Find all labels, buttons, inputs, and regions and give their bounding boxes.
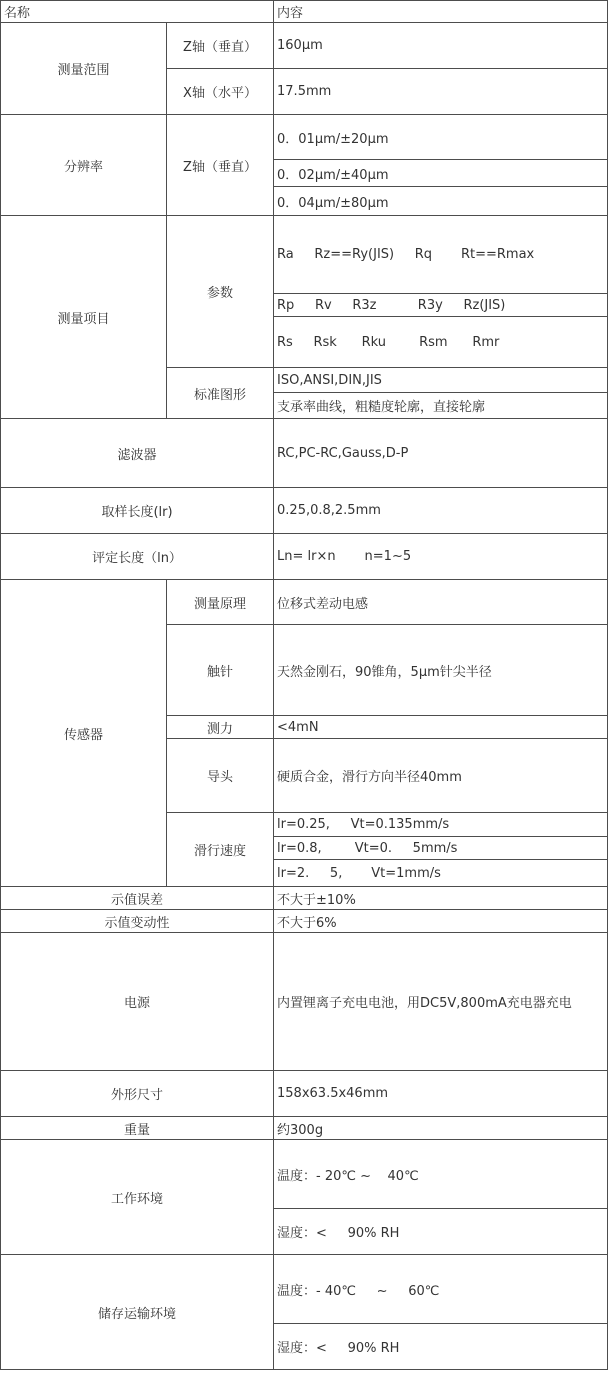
resolution-value: 0．04μm/±80μm bbox=[274, 187, 608, 216]
dimensions-value: 158x63.5x46mm bbox=[274, 1071, 608, 1117]
measure-range-x-value: 17.5mm bbox=[274, 69, 608, 115]
filter-label: 滤波器 bbox=[1, 419, 274, 488]
table-row bbox=[1, 488, 608, 534]
work-env-label: 工作环境 bbox=[1, 1140, 274, 1255]
storage-env-humidity: 湿度：< 90% RH bbox=[274, 1324, 608, 1370]
sensor-speed-label: 滑行速度 bbox=[167, 813, 274, 887]
evaluation-label: 评定长度（ln） bbox=[1, 534, 274, 580]
header-name: 名称 bbox=[1, 1, 274, 23]
indication-error-label: 示值误差 bbox=[1, 887, 274, 910]
table-row bbox=[1, 1117, 608, 1140]
table-row bbox=[1, 23, 608, 69]
indication-error-value: 不大于±10% bbox=[274, 887, 608, 910]
table-row bbox=[1, 1140, 608, 1209]
storage-env-temp: 温度：- 40℃ ~ 60℃ bbox=[274, 1255, 608, 1324]
resolution-z-label: Z轴（垂直） bbox=[167, 115, 274, 216]
resolution-value: 0．01μm/±20μm bbox=[274, 115, 608, 160]
work-env-humidity: 湿度：< 90% RH bbox=[274, 1209, 608, 1255]
dimensions-label: 外形尺寸 bbox=[1, 1071, 274, 1117]
storage-env-label: 储存运输环境 bbox=[1, 1255, 274, 1370]
measure-range-z-label: Z轴（垂直） bbox=[167, 23, 274, 69]
weight-value: 约300g bbox=[274, 1117, 608, 1140]
evaluation-value: Ln= lr×n n=1~5 bbox=[274, 534, 608, 580]
items-params-label: 参数 bbox=[167, 216, 274, 368]
sensor-principle-label: 测量原理 bbox=[167, 580, 274, 625]
sensor-guide-label: 导头 bbox=[167, 739, 274, 813]
table-row bbox=[1, 887, 608, 910]
sampling-value: 0.25,0.8,2.5mm bbox=[274, 488, 608, 534]
power-label: 电源 bbox=[1, 933, 274, 1071]
items-param-line: Rp Rv R3z R3y Rz(JIS) bbox=[274, 294, 608, 317]
table-row bbox=[1, 910, 608, 933]
sensor-stylus-label: 触针 bbox=[167, 625, 274, 716]
header-row bbox=[1, 1, 608, 23]
table-row bbox=[1, 419, 608, 488]
measure-range-x-label: X轴（水平） bbox=[167, 69, 274, 115]
items-graphics-line: ISO,ANSI,DIN,JIS bbox=[274, 368, 608, 393]
sampling-label: 取样长度(lr) bbox=[1, 488, 274, 534]
measure-range-z-value: 160μm bbox=[274, 23, 608, 69]
sensor-force-label: 测力 bbox=[167, 716, 274, 739]
indication-variation-label: 示值变动性 bbox=[1, 910, 274, 933]
table-row bbox=[1, 216, 608, 294]
table-row bbox=[1, 580, 608, 625]
items-graphics-label: 标准图形 bbox=[167, 368, 274, 419]
resolution-value: 0．02μm/±40μm bbox=[274, 160, 608, 187]
header-content: 内容 bbox=[274, 1, 608, 23]
items-graphics-line: 支承率曲线，粗糙度轮廓，直接轮廓 bbox=[274, 393, 608, 419]
table-row bbox=[1, 1255, 608, 1324]
table-row bbox=[1, 115, 608, 160]
sensor-principle-value: 位移式差动电感 bbox=[274, 580, 608, 625]
sensor-speed-value: lr=2. 5, Vt=1mm/s bbox=[274, 860, 608, 887]
sensor-stylus-value: 天然金刚石，90锥角，5μm针尖半径 bbox=[274, 625, 608, 716]
items-label: 测量项目 bbox=[1, 216, 167, 419]
sensor-speed-value: lr=0.25, Vt=0.135mm/s bbox=[274, 813, 608, 837]
power-value: 内置锂离子充电电池，用DC5V,800mA充电器充电 bbox=[274, 933, 608, 1071]
work-env-temp: 温度：- 20℃ ~ 40℃ bbox=[274, 1140, 608, 1209]
sensor-force-value: <4mN bbox=[274, 716, 608, 739]
items-param-line: Ra Rz==Ry(JIS) Rq Rt==Rmax bbox=[274, 216, 608, 294]
table-row bbox=[1, 1071, 608, 1117]
weight-label: 重量 bbox=[1, 1117, 274, 1140]
resolution-label: 分辨率 bbox=[1, 115, 167, 216]
indication-variation-value: 不大于6% bbox=[274, 910, 608, 933]
sensor-speed-value: lr=0.8, Vt=0. 5mm/s bbox=[274, 837, 608, 860]
items-param-line: Rs Rsk Rku Rsm Rmr bbox=[274, 317, 608, 368]
measure-range-label: 测量范围 bbox=[1, 23, 167, 115]
sensor-label: 传感器 bbox=[1, 580, 167, 887]
table-row bbox=[1, 534, 608, 580]
table-row bbox=[1, 933, 608, 1071]
sensor-guide-value: 硬质合金，滑行方向半径40mm bbox=[274, 739, 608, 813]
filter-value: RC,PC-RC,Gauss,D-P bbox=[274, 419, 608, 488]
